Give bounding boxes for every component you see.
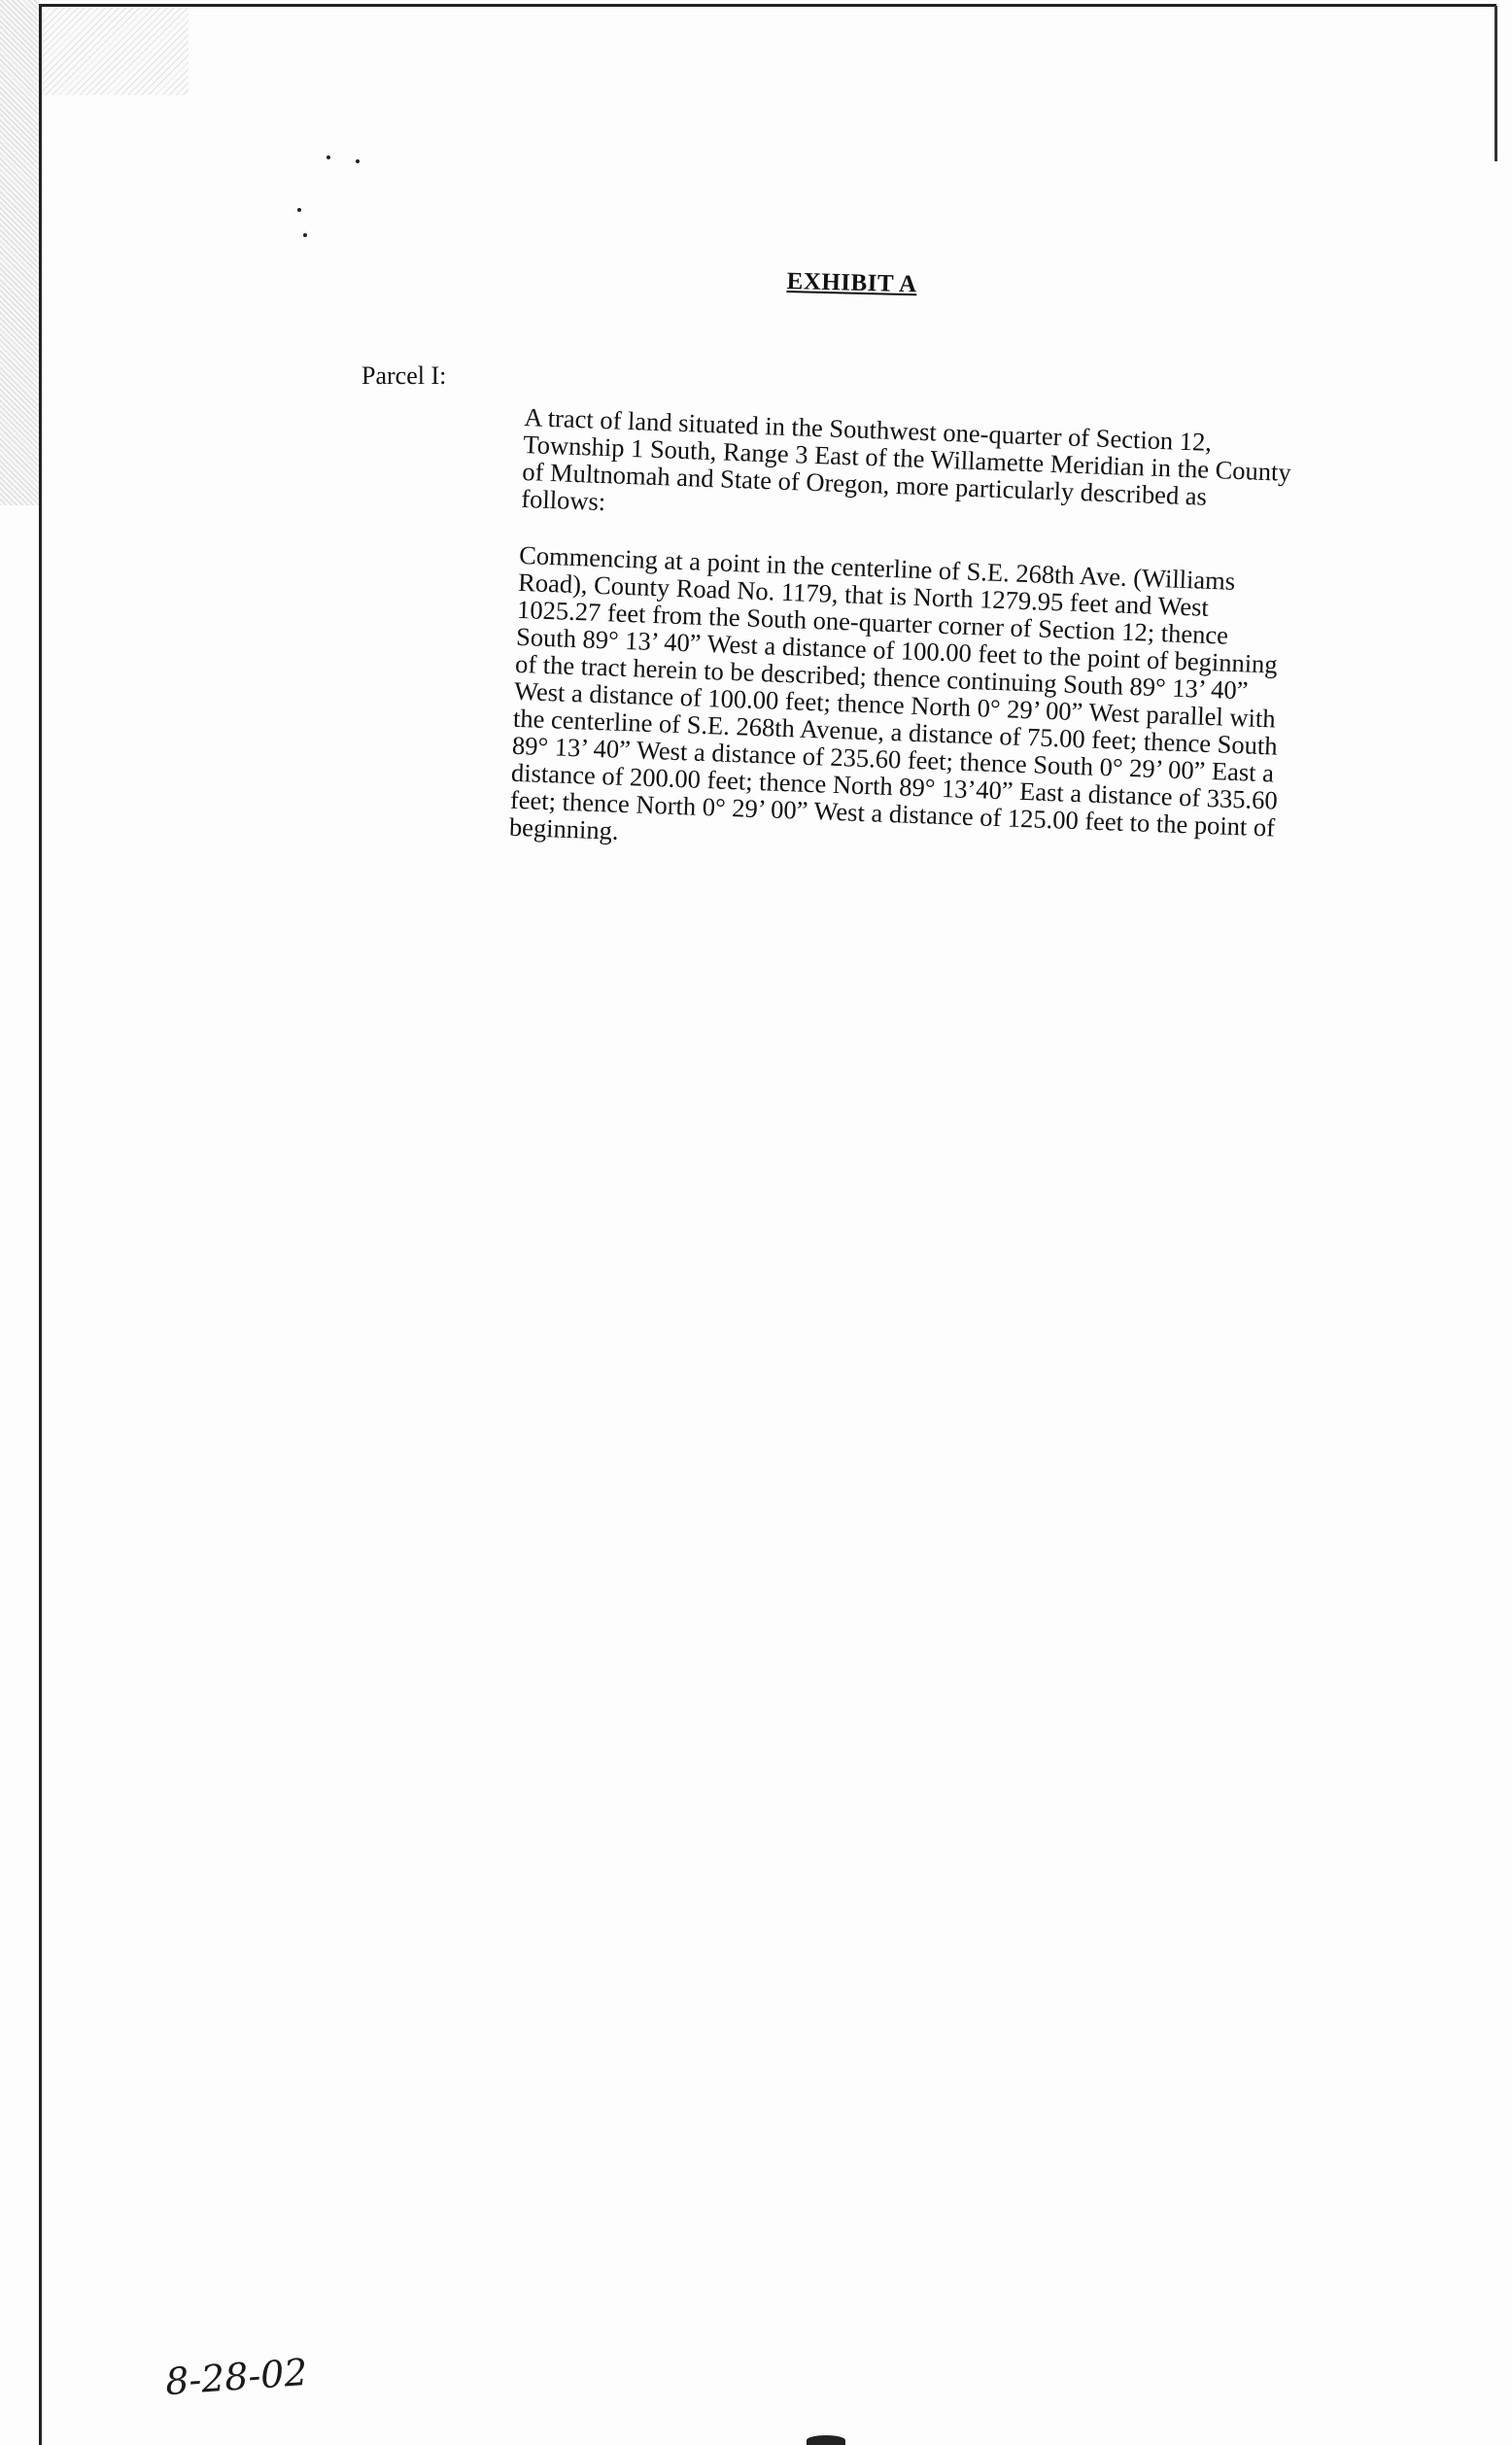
scan-speck <box>356 159 360 163</box>
page-border-left <box>39 4 42 2445</box>
page-border-right <box>1495 6 1497 161</box>
scan-noise-top <box>43 8 189 95</box>
handwritten-date: 8-28-02 <box>163 2350 309 2404</box>
exhibit-title: EXHIBIT A <box>786 268 917 298</box>
legal-description <box>509 403 1331 870</box>
scan-speck <box>297 208 301 212</box>
scan-noise-left <box>0 0 39 505</box>
tract-description-paragraph: A tract of land situated in the Southwest one-quarter of Section 12, Township 1 South, Range 3 East of the Willamette Meridian in the County of Multnomah and State of Oregon, more particularly described as follows: <box>520 402 1292 517</box>
page-border-top <box>39 4 1496 7</box>
scan-speck <box>303 233 307 237</box>
scan-mark-bottom <box>807 2435 845 2445</box>
scan-speck <box>326 155 330 159</box>
parcel-label: Parcel I: <box>361 362 447 390</box>
metes-and-bounds-paragraph: Commencing at a point in the centerline of S.E. 268th Ave. (Williams Road), County Road No. 1179, that is North 1279.95 feet and West 1025.27 feet from the South one-quarter corner of Section 12; thence South 89° 13’ 40” West a distance of 100.00 feet to the point of beginning of the tract herein to be described; thence continuing South 89° 13’ 40” West a distance of 100.00 feet; thence North 0° 29’ 00” West parallel with the centerline of S.E. 268th Avenue, a distance of 75.00 feet; thence South 89° 13’ 40” West a distance of 235.60 feet; thence South 0° 29’ 00” East a distance of 200.00 feet; thence North 89° 13’40” East a distance of 335.60 feet; thence North 0° 29’ 00” West a distance of 125.00 feet to the point of beginning. <box>508 539 1279 845</box>
